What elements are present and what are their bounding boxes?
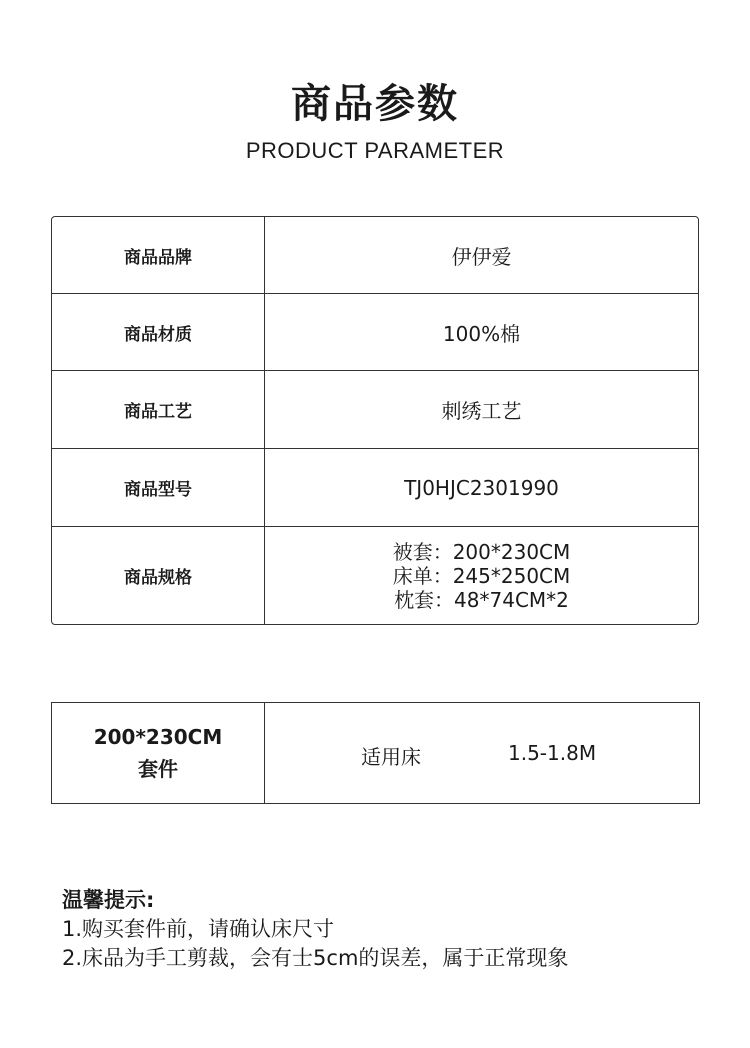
spec-value-size: [265, 527, 698, 624]
tips-item: 2.床品为手工剪裁，会有士5cm的误差，属于正常现象: [62, 946, 569, 970]
spec-label-material: 商品材质: [52, 294, 265, 371]
spec-value-material: 100%棉: [265, 294, 698, 371]
spec-value-brand: 伊伊爱: [265, 217, 698, 294]
size-bed-value: 1.5-1.8M: [508, 741, 597, 765]
spec-size-line-duvet: 被套：200*230CM: [392, 539, 571, 564]
size-label-dimensions: 200*230CM: [93, 725, 223, 749]
size-label-set: 套件: [138, 757, 178, 781]
spec-value-craft: 刺绣工艺: [265, 371, 698, 449]
spec-label-model: 商品型号: [52, 449, 265, 527]
spec-size-line-sheet: 床单：245*250CM: [392, 563, 571, 588]
spec-value-model: TJ0HJC2301990: [265, 449, 698, 527]
spec-label-brand: 商品品牌: [52, 217, 265, 294]
tips-item: 1.购买套件前，请确认床尺寸: [62, 917, 335, 941]
spec-label-craft: 商品工艺: [52, 371, 265, 449]
size-label: [52, 703, 265, 803]
tips-heading: 温馨提示:: [62, 888, 155, 912]
spec-table: [51, 216, 699, 625]
size-value: [265, 703, 699, 803]
page-subtitle: PRODUCT PARAMETER: [245, 138, 505, 163]
size-table: [51, 702, 700, 804]
spec-size-line-pillow: 枕套：48*74CM*2: [394, 587, 569, 612]
tips-section: [62, 886, 568, 973]
size-bed-key: 适用床: [361, 745, 421, 769]
spec-label-size: 商品规格: [52, 527, 265, 624]
page-title: 商品参数: [291, 81, 459, 127]
